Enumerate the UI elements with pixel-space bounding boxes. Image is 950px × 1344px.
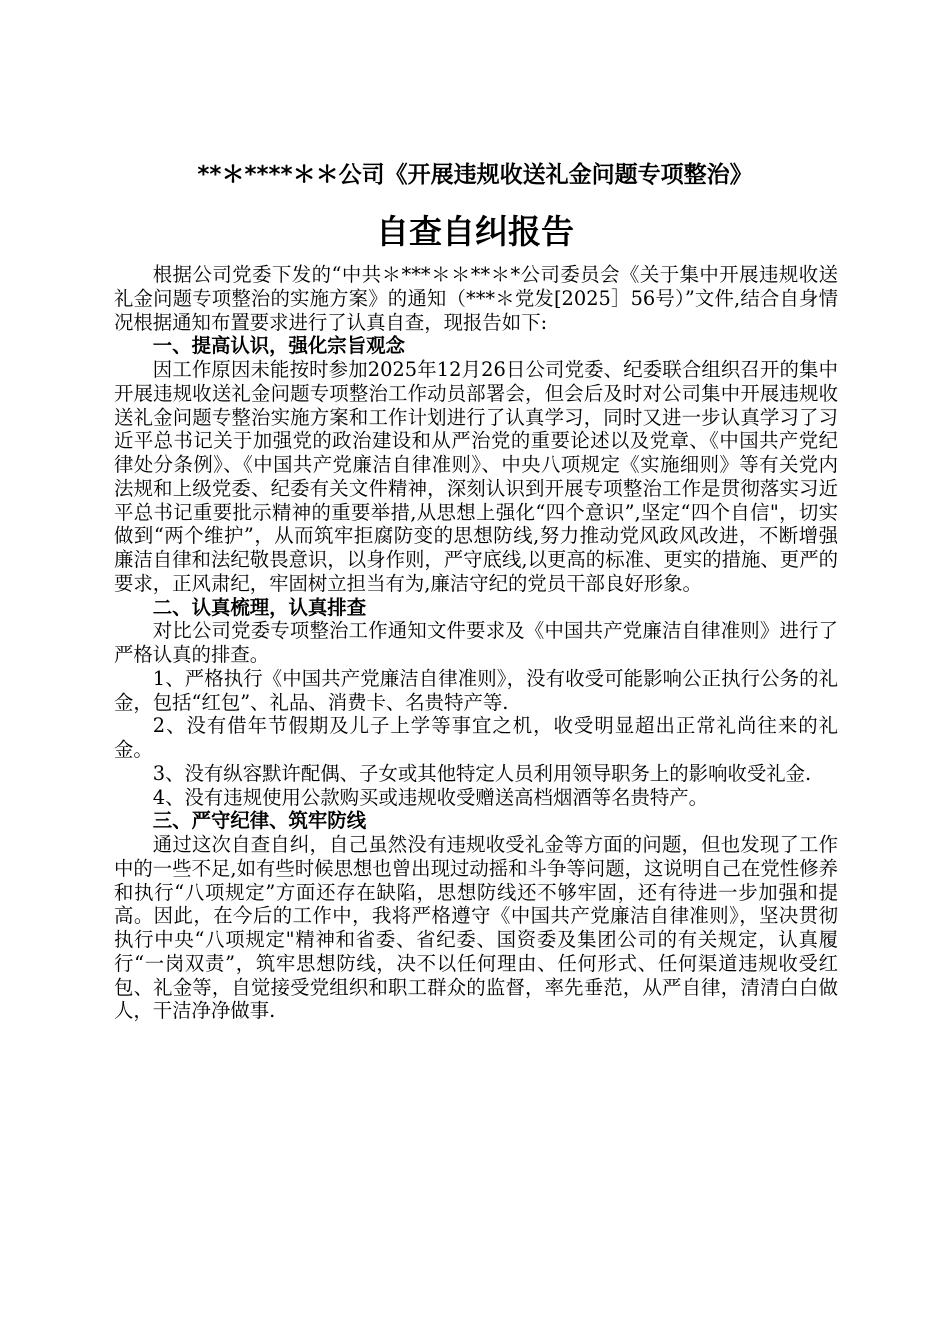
list-item-4: 4、没有违规使用公款购买或违规收受赠送高档烟酒等名贵特产。 bbox=[152, 785, 709, 809]
section-2-paragraph: 对比公司党委专项整治工作通知文件要求及《中国共产党廉洁自律准则》进行了严格认真的排查。 bbox=[114, 619, 838, 666]
document-body bbox=[114, 263, 838, 1023]
section-heading-3: 三、严守纪律、筑牢防线 bbox=[152, 809, 367, 833]
document-title-line1: **＊****＊＊公司《开展违规收送礼金问题专项整治》 bbox=[197, 162, 753, 188]
list-item-2: 2、没有借年节假期及儿子上学等事宜之机，收受明显超出正常礼尚往来的礼金。 bbox=[114, 714, 838, 761]
list-item-3: 3、没有纵容默许配偶、子女或其他特定人员利用领导职务上的影响收受礼金. bbox=[152, 761, 812, 785]
section-1-paragraph: 因工作原因未能按时参加2025年12月26日公司党委、纪委联合组织召开的集中开展违规收送礼金问题专项整治工作动员部署会，但会后及时对公司集中开展违规收送礼金问题专整治实施方案和工作计划进行了认真学习，同时又进一步认真学习了习近平总书记关于加强党的政治建设和从严治党的重要论述以及党章、《中国共产党纪律处分条例》、《中国共产党廉洁自律准则》、中央八项规定《实施细则》等有关党内法规和上级党委、纪委有关文件精神，深刻认识到开展专项整治工作是贯彻落实习近平总书记重要批示精神的重要举措,从思想上强化“四个意识”,坚定“四个自信"，切实做到“两个维护”，从而筑牢拒腐防变的思想防线,努力推动党风政风改进，不断增强廉洁自律和法纪敬畏意识，以身作则，严守底线,以更高的标准、更实的措施、更严的要求，正风肃纪，牢固树立担当有为,廉洁守纪的党员干部良好形象。 bbox=[114, 358, 838, 595]
list-item-1: 1、严格执行《中国共产党廉洁自律准则》，没有收受可能影响公正执行公务的礼金，包括“红包”、礼品、消费卡、名贵特产等. bbox=[114, 666, 838, 714]
document-title-line2: 自查自纠报告 bbox=[376, 212, 574, 251]
intro-paragraph: 根据公司党委下发的“中共＊***＊＊**＊*公司委员会《关于集中开展违规收送礼金问题专项整治的实施方案》的通知（***＊党发[2025］56号）”文件,结合自身情况根据通知布置要求进行了认真自查，现报告如下: bbox=[114, 263, 838, 334]
section-3-paragraph: 通过这次自查自纠，自己虽然没有违规收受礼金等方面的问题，但也发现了工作中的一些不足,如有些时候思想也曾出现过动摇和斗争等问题，这说明自己在党性修养和执行“八项规定”方面还存在缺陷，思想防线还不够牢固，还有待进一步加强和提高。因此，在今后的工作中，我将严格遵守《中国共产党廉洁自律准则》，坚决贯彻执行中央“八项规定"精神和省委、省纪委、国资委及集团公司的有关规定，认真履行“一岗双责”，筑牢思想防线，决不以任何理由、任何形式、任何渠道违规收受红包、礼金等，自觉接受党组织和职工群众的监督，率先垂范，从严自律，清清白白做人，干洁净净做事. bbox=[114, 833, 838, 1023]
section-heading-2: 二、认真梳理，认真排查 bbox=[152, 595, 367, 619]
section-heading-1: 一、提高认识，强化宗旨观念 bbox=[152, 334, 405, 358]
